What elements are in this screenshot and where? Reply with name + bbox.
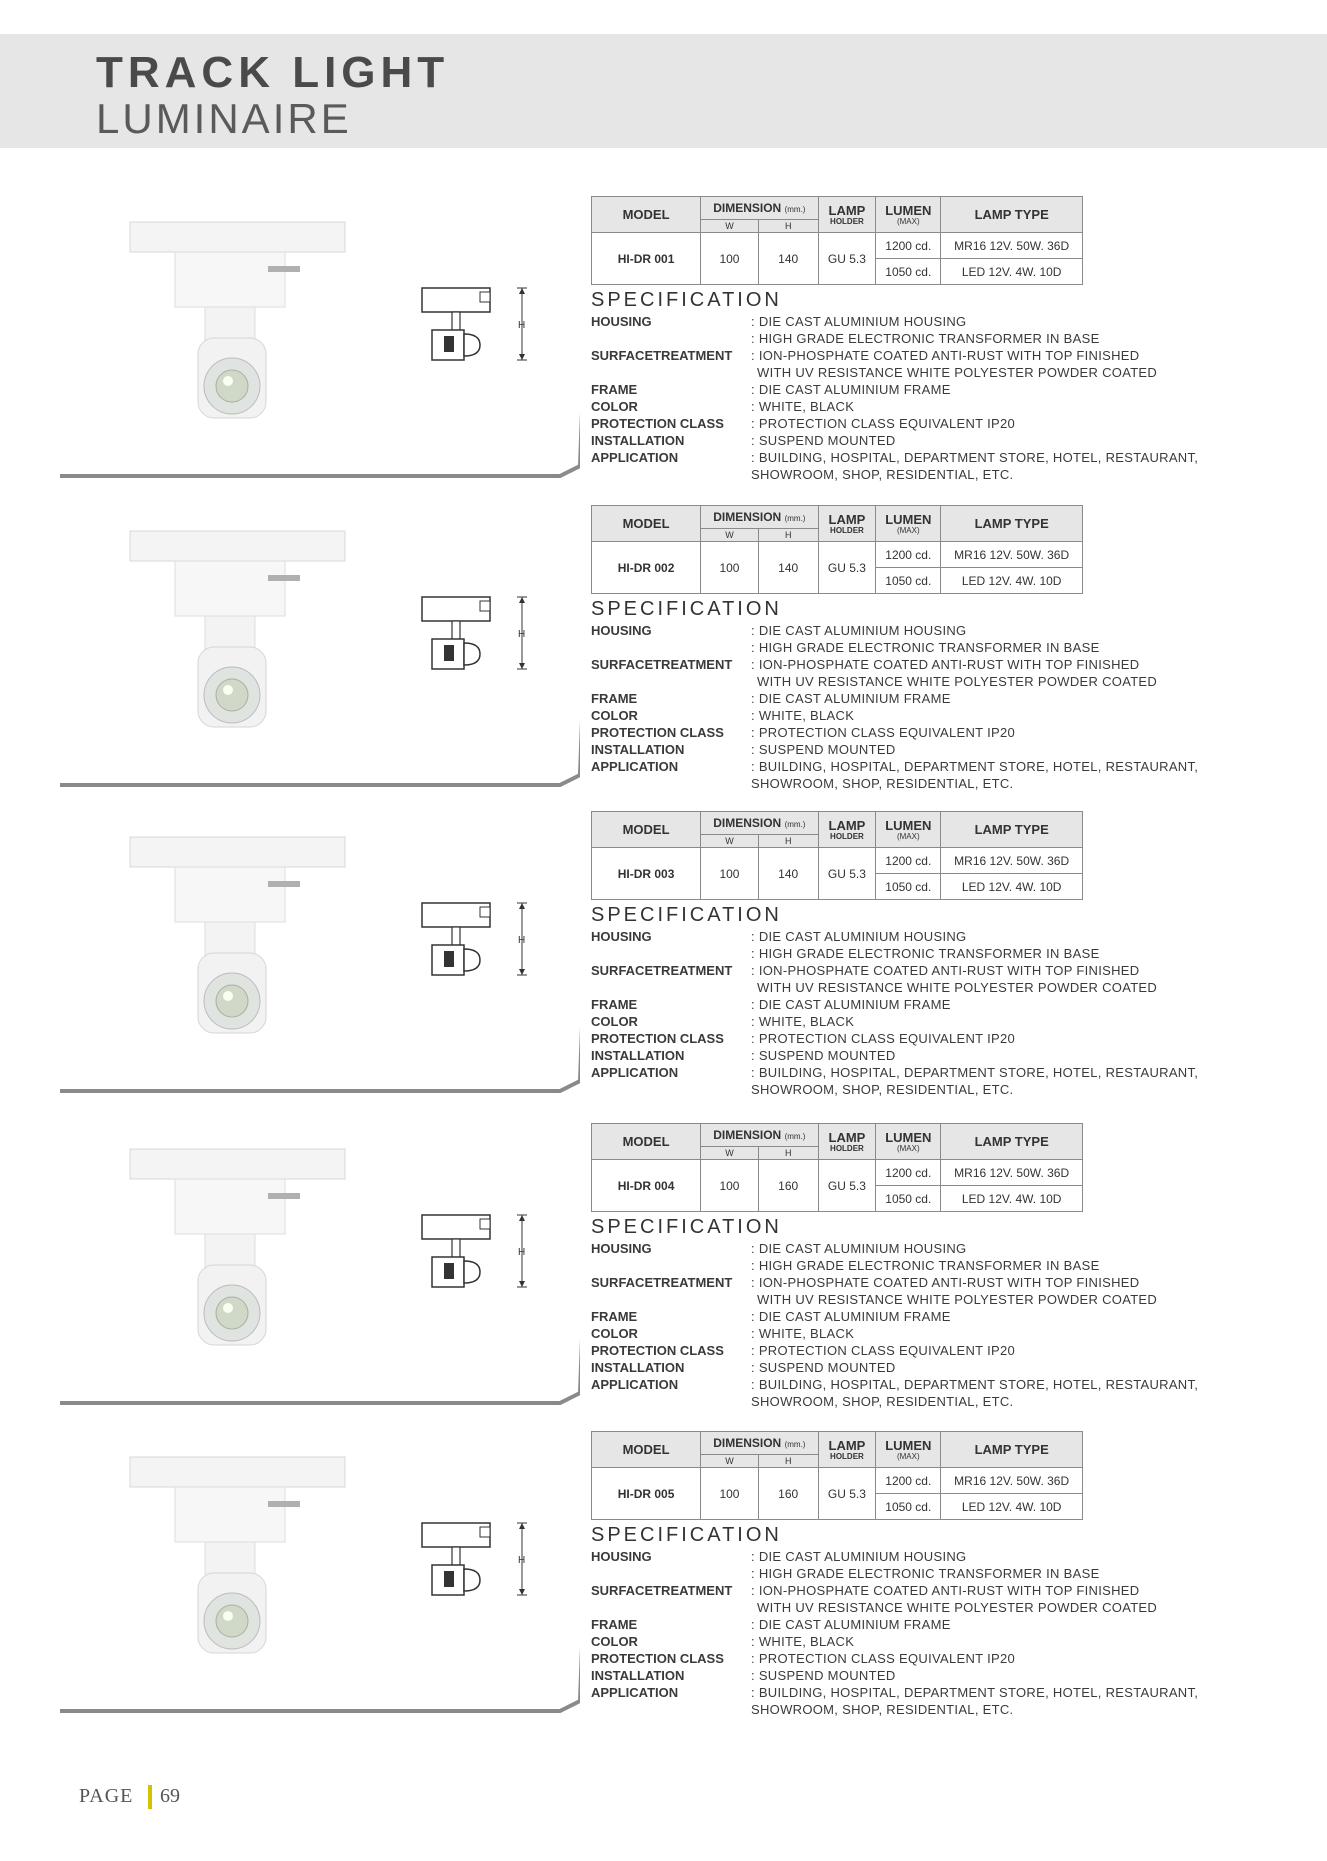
spec-value: : PROTECTION CLASS EQUIVALENT IP20	[751, 1651, 1016, 1666]
spec-label: SURFACETREATMENT	[591, 963, 733, 978]
spec-value: WITH UV RESISTANCE WHITE POLYESTER POWDER COATED	[757, 674, 1158, 689]
holder-cell: GU 5.3	[818, 542, 876, 594]
lumen-cell: 1050 cd.	[876, 568, 941, 594]
header-lumen: LUMEN (MAX)	[876, 812, 941, 848]
spec-value: : WHITE, BLACK	[751, 1326, 855, 1341]
spec-label: PROTECTION CLASS	[591, 416, 724, 431]
spec-value: : PROTECTION CLASS EQUIVALENT IP20	[751, 725, 1016, 740]
product-block-2	[0, 505, 1327, 814]
model-cell: HI-DR 001	[592, 233, 701, 285]
page-label: PAGE	[79, 1785, 134, 1807]
width-cell: 100	[701, 1160, 759, 1212]
header-dimension: DIMENSION (mm.)	[701, 197, 818, 220]
model-cell: HI-DR 002	[592, 542, 701, 594]
spec-value: SHOWROOM, SHOP, RESIDENTIAL, ETC.	[751, 467, 1014, 482]
spec-label: HOUSING	[591, 623, 652, 638]
lamp-type-cell: MR16 12V. 50W. 36D	[941, 1468, 1083, 1494]
model-cell: HI-DR 003	[592, 848, 701, 900]
spec-value: : BUILDING, HOSPITAL, DEPARTMENT STORE, HOTEL, RESTAURANT,	[751, 1065, 1199, 1080]
spec-value: : SUSPEND MOUNTED	[751, 742, 896, 757]
spec-label: COLOR	[591, 1326, 638, 1341]
lumen-cell: 1200 cd.	[876, 233, 941, 259]
header-lamp-type: LAMP TYPE	[941, 1432, 1083, 1468]
header-lamp-holder: LAMP HOLDER	[818, 1432, 876, 1468]
header-w: W	[701, 1455, 759, 1468]
header-lumen: LUMEN (MAX)	[876, 1124, 941, 1160]
spec-label: INSTALLATION	[591, 1360, 685, 1375]
spec-label: APPLICATION	[591, 1685, 679, 1700]
spec-value: : SUSPEND MOUNTED	[751, 433, 896, 448]
width-cell: 100	[701, 542, 759, 594]
header-model: MODEL	[592, 1124, 701, 1160]
page-title: TRACK LIGHT	[96, 48, 450, 97]
spec-label: SURFACETREATMENT	[591, 348, 733, 363]
product-block-3	[0, 811, 1327, 1120]
header-w: W	[701, 1147, 759, 1160]
header-lamp-type: LAMP TYPE	[941, 1124, 1083, 1160]
lumen-cell: 1200 cd.	[876, 1468, 941, 1494]
spec-label: COLOR	[591, 1014, 638, 1029]
page-number: 69	[160, 1785, 180, 1807]
spec-label: SURFACETREATMENT	[591, 1275, 733, 1290]
product-block-1	[0, 196, 1327, 505]
spec-label: PROTECTION CLASS	[591, 1343, 724, 1358]
lamp-type-cell: LED 12V. 4W. 10D	[941, 1494, 1083, 1520]
holder-cell: GU 5.3	[818, 1468, 876, 1520]
spec-label: APPLICATION	[591, 1377, 679, 1392]
spec-label: SURFACETREATMENT	[591, 657, 733, 672]
dimension-h-label: H	[518, 629, 526, 640]
spec-value: : DIE CAST ALUMINIUM HOUSING	[751, 1549, 967, 1564]
dimension-drawing	[418, 1211, 538, 1321]
spec-label: COLOR	[591, 1634, 638, 1649]
header-dimension: DIMENSION (mm.)	[701, 506, 818, 529]
spec-label: HOUSING	[591, 1241, 652, 1256]
spec-value: WITH UV RESISTANCE WHITE POLYESTER POWDER COATED	[757, 1600, 1158, 1615]
spec-label: INSTALLATION	[591, 433, 685, 448]
spec-value: : WHITE, BLACK	[751, 399, 855, 414]
spec-label: SURFACETREATMENT	[591, 1583, 733, 1598]
spec-value: : ION-PHOSPHATE COATED ANTI-RUST WITH TOP FINISHED	[751, 1275, 1140, 1290]
header-model: MODEL	[592, 812, 701, 848]
spec-value: SHOWROOM, SHOP, RESIDENTIAL, ETC.	[751, 1082, 1014, 1097]
dimension-h-label: H	[518, 1247, 526, 1258]
lumen-cell: 1050 cd.	[876, 874, 941, 900]
spec-label: APPLICATION	[591, 759, 679, 774]
spec-value: : ION-PHOSPHATE COATED ANTI-RUST WITH TOP FINISHED	[751, 348, 1140, 363]
model-cell: HI-DR 005	[592, 1468, 701, 1520]
header-lamp-holder: LAMP HOLDER	[818, 197, 876, 233]
specification-title: SPECIFICATION	[591, 1216, 782, 1238]
lamp-type-cell: MR16 12V. 50W. 36D	[941, 233, 1083, 259]
holder-cell: GU 5.3	[818, 233, 876, 285]
spec-label: FRAME	[591, 382, 638, 397]
dimension-h-label: H	[518, 935, 526, 946]
spec-label: INSTALLATION	[591, 742, 685, 757]
header-lamp-type: LAMP TYPE	[941, 197, 1083, 233]
header-h: H	[758, 835, 818, 848]
spec-table	[591, 505, 1083, 594]
lumen-cell: 1050 cd.	[876, 1494, 941, 1520]
header-dimension: DIMENSION (mm.)	[701, 1432, 818, 1455]
spec-value: : BUILDING, HOSPITAL, DEPARTMENT STORE, HOTEL, RESTAURANT,	[751, 759, 1199, 774]
model-cell: HI-DR 004	[592, 1160, 701, 1212]
spec-table	[591, 811, 1083, 900]
spec-label: INSTALLATION	[591, 1668, 685, 1683]
specification-title: SPECIFICATION	[591, 904, 782, 926]
spec-label: COLOR	[591, 399, 638, 414]
header-w: W	[701, 529, 759, 542]
spec-value: : DIE CAST ALUMINIUM FRAME	[751, 382, 951, 397]
spec-value: : BUILDING, HOSPITAL, DEPARTMENT STORE, HOTEL, RESTAURANT,	[751, 450, 1199, 465]
specification-title: SPECIFICATION	[591, 1524, 782, 1546]
header-lumen: LUMEN (MAX)	[876, 197, 941, 233]
header-lamp-type: LAMP TYPE	[941, 506, 1083, 542]
spec-value: : PROTECTION CLASS EQUIVALENT IP20	[751, 416, 1016, 431]
spec-label: COLOR	[591, 708, 638, 723]
lamp-photo	[100, 1145, 380, 1385]
lumen-cell: 1050 cd.	[876, 259, 941, 285]
dimension-drawing	[418, 284, 538, 394]
spec-value: : WHITE, BLACK	[751, 708, 855, 723]
lamp-photo	[100, 1453, 380, 1693]
spec-value: : SUSPEND MOUNTED	[751, 1668, 896, 1683]
spec-value: : HIGH GRADE ELECTRONIC TRANSFORMER IN BASE	[751, 1258, 1100, 1273]
lamp-photo	[100, 833, 380, 1073]
spec-value: SHOWROOM, SHOP, RESIDENTIAL, ETC.	[751, 1702, 1014, 1717]
spec-label: HOUSING	[591, 929, 652, 944]
page-subtitle: LUMINAIRE	[96, 95, 352, 142]
lamp-type-cell: MR16 12V. 50W. 36D	[941, 542, 1083, 568]
spec-value: SHOWROOM, SHOP, RESIDENTIAL, ETC.	[751, 1394, 1014, 1409]
spec-label: PROTECTION CLASS	[591, 1651, 724, 1666]
spec-value: : DIE CAST ALUMINIUM HOUSING	[751, 929, 967, 944]
spec-label: FRAME	[591, 1617, 638, 1632]
lumen-cell: 1200 cd.	[876, 1160, 941, 1186]
spec-value: : BUILDING, HOSPITAL, DEPARTMENT STORE, HOTEL, RESTAURANT,	[751, 1685, 1199, 1700]
header-model: MODEL	[592, 197, 701, 233]
header-dimension: DIMENSION (mm.)	[701, 1124, 818, 1147]
spec-value: : HIGH GRADE ELECTRONIC TRANSFORMER IN BASE	[751, 331, 1100, 346]
header-lamp-holder: LAMP HOLDER	[818, 506, 876, 542]
product-block-4	[0, 1123, 1327, 1432]
spec-value: : BUILDING, HOSPITAL, DEPARTMENT STORE, HOTEL, RESTAURANT,	[751, 1377, 1199, 1392]
width-cell: 100	[701, 1468, 759, 1520]
dimension-h-label: H	[518, 320, 526, 331]
header-h: H	[758, 529, 818, 542]
header-h: H	[758, 220, 818, 233]
height-cell: 160	[758, 1160, 818, 1212]
spec-table	[591, 196, 1083, 285]
spec-value: : PROTECTION CLASS EQUIVALENT IP20	[751, 1343, 1016, 1358]
spec-label: APPLICATION	[591, 1065, 679, 1080]
spec-value: : ION-PHOSPHATE COATED ANTI-RUST WITH TOP FINISHED	[751, 657, 1140, 672]
spec-value: : WHITE, BLACK	[751, 1634, 855, 1649]
spec-label: INSTALLATION	[591, 1048, 685, 1063]
lamp-type-cell: LED 12V. 4W. 10D	[941, 259, 1083, 285]
spec-value: WITH UV RESISTANCE WHITE POLYESTER POWDER COATED	[757, 1292, 1158, 1307]
spec-value: : HIGH GRADE ELECTRONIC TRANSFORMER IN BASE	[751, 1566, 1100, 1581]
spec-value: : DIE CAST ALUMINIUM HOUSING	[751, 1241, 967, 1256]
lamp-type-cell: LED 12V. 4W. 10D	[941, 1186, 1083, 1212]
spec-table	[591, 1123, 1083, 1212]
spec-value: : DIE CAST ALUMINIUM FRAME	[751, 997, 951, 1012]
dimension-drawing	[418, 899, 538, 1009]
height-cell: 140	[758, 542, 818, 594]
height-cell: 140	[758, 233, 818, 285]
header-lumen: LUMEN (MAX)	[876, 1432, 941, 1468]
lamp-type-cell: MR16 12V. 50W. 36D	[941, 1160, 1083, 1186]
spec-value: : SUSPEND MOUNTED	[751, 1048, 896, 1063]
width-cell: 100	[701, 233, 759, 285]
lamp-type-cell: LED 12V. 4W. 10D	[941, 568, 1083, 594]
lumen-cell: 1200 cd.	[876, 542, 941, 568]
holder-cell: GU 5.3	[818, 1160, 876, 1212]
header-lamp-type: LAMP TYPE	[941, 812, 1083, 848]
header-model: MODEL	[592, 1432, 701, 1468]
spec-value: : SUSPEND MOUNTED	[751, 1360, 896, 1375]
header-h: H	[758, 1147, 818, 1160]
page-divider	[148, 1785, 152, 1809]
lamp-type-cell: LED 12V. 4W. 10D	[941, 874, 1083, 900]
header-lamp-holder: LAMP HOLDER	[818, 812, 876, 848]
lamp-type-cell: MR16 12V. 50W. 36D	[941, 848, 1083, 874]
specification-title: SPECIFICATION	[591, 289, 782, 311]
spec-value: : HIGH GRADE ELECTRONIC TRANSFORMER IN BASE	[751, 640, 1100, 655]
header-lamp-holder: LAMP HOLDER	[818, 1124, 876, 1160]
spec-value: : WHITE, BLACK	[751, 1014, 855, 1029]
specification-title: SPECIFICATION	[591, 598, 782, 620]
spec-label: FRAME	[591, 997, 638, 1012]
height-cell: 160	[758, 1468, 818, 1520]
header-h: H	[758, 1455, 818, 1468]
spec-value: : DIE CAST ALUMINIUM FRAME	[751, 1617, 951, 1632]
spec-table	[591, 1431, 1083, 1520]
header-lumen: LUMEN (MAX)	[876, 506, 941, 542]
spec-value: : HIGH GRADE ELECTRONIC TRANSFORMER IN BASE	[751, 946, 1100, 961]
spec-value: : ION-PHOSPHATE COATED ANTI-RUST WITH TOP FINISHED	[751, 963, 1140, 978]
spec-label: PROTECTION CLASS	[591, 725, 724, 740]
dimension-drawing	[418, 1519, 538, 1629]
spec-label: FRAME	[591, 691, 638, 706]
lumen-cell: 1050 cd.	[876, 1186, 941, 1212]
height-cell: 140	[758, 848, 818, 900]
spec-value: : DIE CAST ALUMINIUM HOUSING	[751, 623, 967, 638]
spec-value: WITH UV RESISTANCE WHITE POLYESTER POWDER COATED	[757, 980, 1158, 995]
header-w: W	[701, 835, 759, 848]
spec-label: HOUSING	[591, 314, 652, 329]
spec-label: FRAME	[591, 1309, 638, 1324]
lumen-cell: 1200 cd.	[876, 848, 941, 874]
dimension-h-label: H	[518, 1555, 526, 1566]
spec-label: PROTECTION CLASS	[591, 1031, 724, 1046]
spec-value: : DIE CAST ALUMINIUM HOUSING	[751, 314, 967, 329]
lamp-photo	[100, 218, 380, 458]
spec-value: : ION-PHOSPHATE COATED ANTI-RUST WITH TOP FINISHED	[751, 1583, 1140, 1598]
width-cell: 100	[701, 848, 759, 900]
spec-value: : DIE CAST ALUMINIUM FRAME	[751, 691, 951, 706]
lamp-photo	[100, 527, 380, 767]
spec-value: : DIE CAST ALUMINIUM FRAME	[751, 1309, 951, 1324]
spec-value: WITH UV RESISTANCE WHITE POLYESTER POWDER COATED	[757, 365, 1158, 380]
header-dimension: DIMENSION (mm.)	[701, 812, 818, 835]
product-block-5	[0, 1431, 1327, 1740]
dimension-drawing	[418, 593, 538, 703]
spec-label: APPLICATION	[591, 450, 679, 465]
holder-cell: GU 5.3	[818, 848, 876, 900]
spec-value: SHOWROOM, SHOP, RESIDENTIAL, ETC.	[751, 776, 1014, 791]
spec-value: : PROTECTION CLASS EQUIVALENT IP20	[751, 1031, 1016, 1046]
header-w: W	[701, 220, 759, 233]
header-model: MODEL	[592, 506, 701, 542]
spec-label: HOUSING	[591, 1549, 652, 1564]
